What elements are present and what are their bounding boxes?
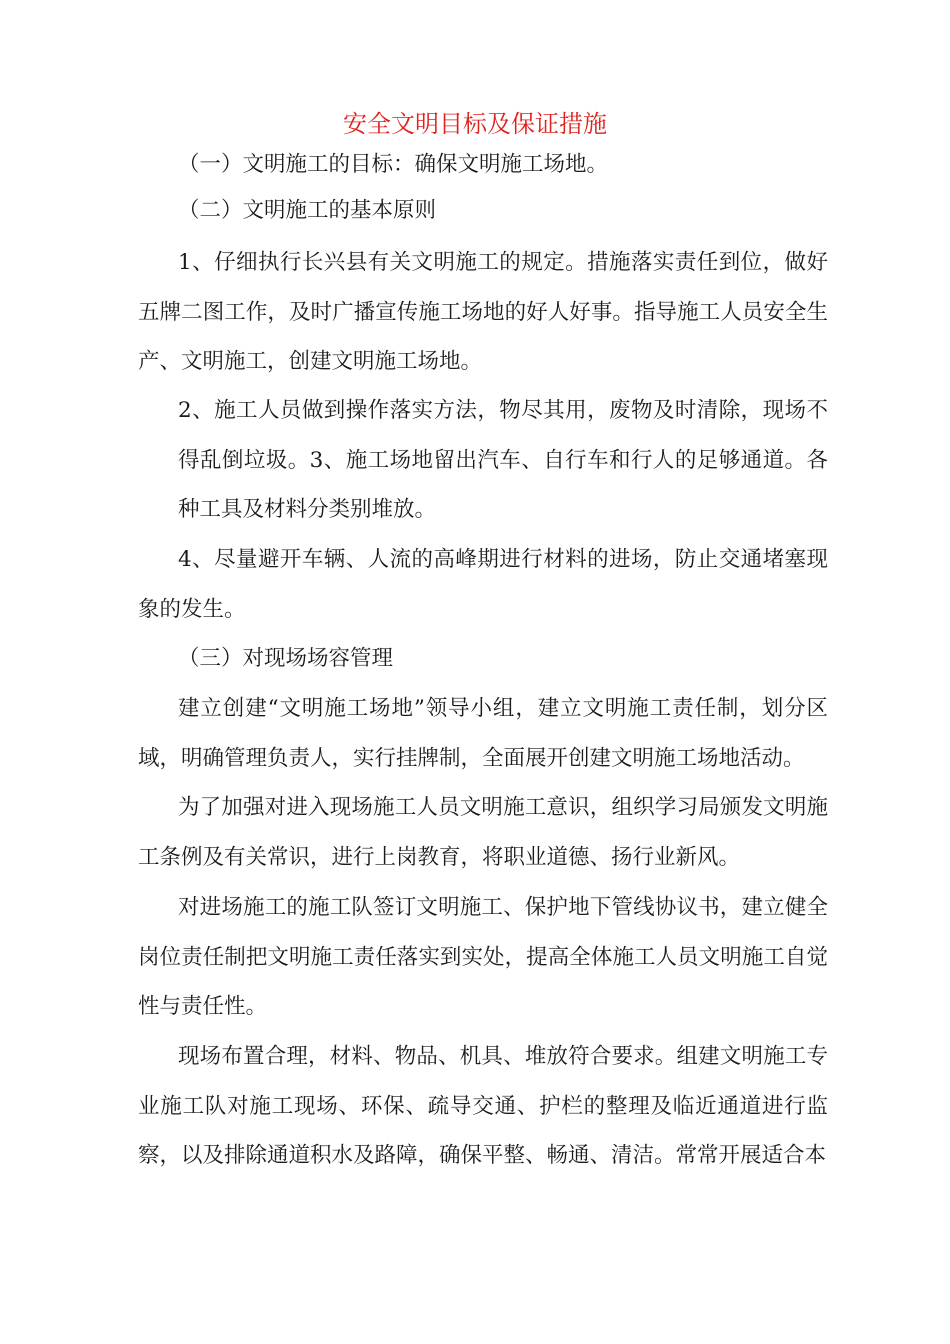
- section-heading-site-management: （三）对现场场容管理: [178, 646, 394, 671]
- paragraph-principle-4: 4、尽量避开车辆、人流的高峰期进行材料的进场，防止交通堵塞现象的发生。: [138, 547, 828, 622]
- section-heading-goal: （一）文明施工的目标：确保文明施工场地。: [178, 152, 609, 177]
- paragraph-site-layout: 现场布置合理，材料、物品、机具、堆放符合要求。组建文明施工专业施工队对施工现场、环保、疏导交通、护栏的整理及临近通道进行监察，以及排除通道积水及路障，确保平整、畅通、清洁。常常开展适合本: [138, 1044, 828, 1168]
- paragraph-awareness: 为了加强对进入现场施工人员文明施工意识，组织学习局颁发文明施工条例及有关常识，进行上岗教育，将职业道德、扬行业新风。: [138, 795, 828, 870]
- paragraph-principle-1: 1、仔细执行长兴县有关文明施工的规定。措施落实责任到位，做好五牌二图工作，及时广播宣传施工场地的好人好事。指导施工人员安全生产、文明施工，创建文明施工场地。: [138, 250, 828, 374]
- paragraph-leadership-group: 建立创建“文明施工场地”领导小组，建立文明施工责任制，划分区域，明确管理负责人，实行挂牌制，全面展开创建文明施工场地活动。: [138, 696, 828, 771]
- paragraph-agreement: 对进场施工的施工队签订文明施工、保护地下管线协议书，建立健全岗位责任制把文明施工责任落实到实处，提高全体施工人员文明施工自觉性与责任性。: [138, 895, 828, 1019]
- document-title: 安全文明目标及保证措施: [343, 110, 607, 138]
- paragraph-principle-2-3: 2、施工人员做到操作落实方法，物尽其用，废物及时清除，现场不得乱倒垃圾。3、施工场地留出汽车、自行车和行人的足够通道。各种工具及材料分类别堆放。: [178, 398, 828, 522]
- section-heading-principles: （二）文明施工的基本原则: [178, 198, 437, 223]
